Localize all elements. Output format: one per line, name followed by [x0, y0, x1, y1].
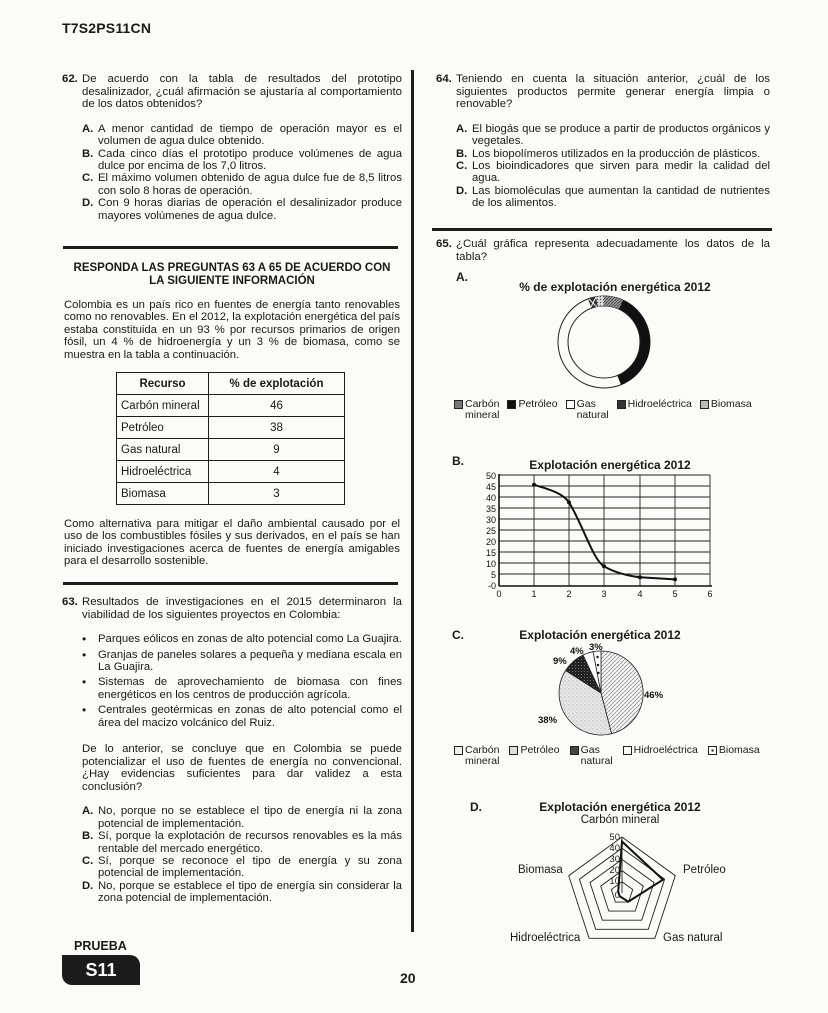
section-heading: RESPONDA LAS PREGUNTAS 63 A 65 DE ACUERDO CON LA SIGUIENTE INFORMACIÓN — [73, 262, 391, 287]
chart-a-title: % de explotación energética 2012 — [519, 280, 711, 294]
table-row: Gas natural 9 — [117, 439, 345, 461]
question-number: 64. — [436, 73, 452, 85]
svg-text:25: 25 — [485, 526, 496, 536]
section-divider — [63, 246, 398, 249]
chart-option-d-letter[interactable]: D. — [470, 800, 482, 814]
option-b[interactable]: B. Cada cinco días el prototipo produce volúmenes de agua dulce por encima de los 7,0 litros. — [82, 147, 402, 172]
svg-text:10: 10 — [485, 559, 496, 569]
chart-b-line — [478, 470, 718, 600]
svg-text:2: 2 — [566, 589, 572, 599]
question-number: 65. — [436, 238, 452, 250]
slice-label: 38% — [538, 715, 558, 726]
section-divider — [63, 582, 398, 585]
svg-text:6: 6 — [707, 589, 713, 599]
svg-text:5: 5 — [672, 589, 678, 599]
table-row: Hidroeléctrica 4 — [117, 461, 345, 483]
option-d[interactable]: D. Con 9 horas diarias de operación el desalinizador produce mayores volúmenes de agua dulce. — [82, 197, 402, 222]
closing-paragraph: Como alternativa para mitigar el daño ambiental causado por el uso de los combustibles fósiles y sus derivados, en el país se han iniciado investigaciones acerca de fuentes de energía amigables para el desarrollo sostenible. — [64, 518, 400, 568]
swatch-icon — [700, 400, 709, 409]
svg-text:1: 1 — [531, 589, 537, 599]
question-64 — [436, 73, 770, 210]
svg-text:50: 50 — [609, 832, 620, 843]
swatch-icon — [623, 746, 632, 755]
chart-c-legend — [454, 745, 774, 767]
option-d[interactable]: D. Las biomoléculas que aumentan la cantidad de nutrientes de los alimentos. — [456, 184, 770, 210]
legend-item-hidro: Hidroeléctrica — [623, 745, 698, 767]
legend-item-biomasa: Biomasa — [708, 745, 760, 767]
list-item: • Sistemas de aprovechamiento de biomasa con fines energéticos en los centros de producción agrícola. — [82, 676, 402, 701]
svg-text:30: 30 — [609, 854, 620, 865]
project-list — [62, 633, 402, 729]
legend-item-petroleo: Petróleo — [507, 399, 557, 421]
swatch-icon — [617, 400, 626, 409]
chart-c-pie — [520, 640, 680, 750]
question-63 — [62, 596, 402, 905]
svg-text:5: 5 — [490, 570, 496, 580]
radar-axis-label: Gas natural — [663, 932, 723, 944]
table-header-row — [117, 373, 345, 395]
intro-paragraph: Colombia es un país rico en fuentes de energía tanto renovables como no renovables. En el 2012, la explotación energética del país estaba constituida en un 93 % por recursos primarios de origen fósil, un 4 % de hidroenergía y un 3 % de biomasa, como se muestra en la tabla a continuación. — [64, 299, 400, 361]
footer-label: PRUEBA — [74, 939, 127, 953]
legend-item-gas: Gas natural — [566, 399, 609, 421]
slice-label: 3% — [589, 642, 603, 653]
chart-option-c-letter[interactable]: C. — [452, 628, 464, 642]
svg-text:20: 20 — [609, 865, 620, 876]
column-header: % de explotación — [209, 373, 345, 395]
slice-label: 4% — [570, 646, 584, 657]
test-badge: S11 — [62, 955, 140, 985]
legend-item-carbon: Carbón mineral — [454, 745, 499, 767]
svg-text:20: 20 — [485, 537, 496, 547]
column-divider — [411, 70, 414, 932]
chart-d-title: Explotación energética 2012 — [539, 800, 701, 814]
swatch-icon — [507, 400, 516, 409]
swatch-icon — [708, 746, 717, 755]
svg-text:-0: -0 — [487, 581, 496, 591]
svg-text:30: 30 — [485, 515, 496, 525]
option-c[interactable]: C. Sí, porque se reconoce el tipo de energía y su zona potencial de implementación. — [82, 855, 402, 880]
answer-options — [62, 805, 402, 904]
exam-code: T7S2PS11CN — [62, 20, 152, 36]
legend-item-biomasa: Biomasa — [700, 399, 752, 421]
swatch-icon — [454, 400, 463, 409]
legend-item-petroleo: Petróleo — [509, 745, 559, 767]
list-item: • Parques eólicos en zonas de alto potencial como La Guajira. — [82, 633, 402, 645]
chart-option-b-letter[interactable]: B. — [452, 454, 464, 468]
answer-options — [62, 123, 402, 222]
swatch-icon — [566, 400, 575, 409]
option-a[interactable]: A. A menor cantidad de tiempo de operación mayor es el volumen de agua dulce obtenido. — [82, 122, 402, 148]
list-item: • Centrales geotérmicas en zonas de alto potencial como el área del macizo volcánico del Ruiz. — [82, 704, 402, 729]
swatch-icon — [570, 746, 579, 755]
section-divider — [432, 228, 772, 231]
chart-option-a-letter[interactable]: A. — [456, 270, 468, 284]
info-block — [64, 262, 400, 361]
page-number: 20 — [400, 970, 416, 986]
option-c[interactable]: C. El máximo volumen obtenido de agua dulce fue de 8,5 litros con solo 8 horas de operación. — [82, 172, 402, 197]
column-header: Recurso — [117, 373, 209, 395]
legend-item-carbon: Carbón mineral — [454, 399, 499, 421]
radar-axis-label: Petróleo — [683, 864, 726, 876]
option-b[interactable]: B. Sí, porque la explotación de recursos renovables es la más rentable del mercado energético. — [82, 830, 402, 855]
svg-text:0: 0 — [496, 589, 502, 599]
radar-axis-label: Biomasa — [518, 864, 563, 876]
swatch-icon — [509, 746, 518, 755]
svg-text:0: 0 — [614, 890, 620, 901]
radar-axis-label: Carbón mineral — [580, 814, 660, 826]
question-stem: ¿Cuál gráfica representa adecuadamente los datos de la tabla? — [456, 238, 770, 263]
svg-text:40: 40 — [609, 843, 620, 854]
table-row: Biomasa 3 — [117, 483, 345, 505]
option-c[interactable]: C. Los bioindicadores que sirven para medir la calidad del agua. — [456, 160, 770, 185]
svg-text:4: 4 — [637, 589, 643, 599]
chart-a-legend — [454, 399, 774, 421]
conclusion-text: De lo anterior, se concluye que en Colombia se puede potencializar el uso de fuentes de energía no convencional. ¿Hay evidencias suficientes para dar validez a esta conclusión? — [82, 743, 402, 793]
question-stem: De acuerdo con la tabla de resultados del prototipo desalinizador, ¿cuál afirmación se ajustaría al comportamiento de los datos obtenidos? — [82, 73, 402, 111]
question-65 — [436, 238, 770, 263]
legend-item-gas: Gas natural — [570, 745, 613, 767]
svg-text:45: 45 — [485, 482, 496, 492]
radar-axis-label: Hidroeléctrica — [510, 932, 581, 944]
option-a[interactable]: A. El biogás que se produce a partir de productos orgánicos y vegetales. — [456, 122, 770, 148]
svg-text:3: 3 — [601, 589, 607, 599]
svg-text:50: 50 — [485, 471, 496, 481]
swatch-icon — [454, 746, 463, 755]
legend-item-hidro: Hidroeléctrica — [617, 399, 692, 421]
chart-c-title: Explotación energética 2012 — [519, 628, 681, 642]
svg-text:40: 40 — [485, 493, 496, 503]
question-62 — [62, 73, 402, 222]
question-number: 63. — [62, 596, 78, 608]
chart-d-radar — [560, 826, 690, 946]
option-b[interactable]: B. Los biopolímeros utilizados en la producción de plásticos. — [456, 147, 761, 160]
svg-text:10: 10 — [609, 876, 620, 887]
question-stem: Teniendo en cuenta la situación anterior, ¿cuál de los siguientes productos permite generar energía limpia o renovable? — [456, 73, 770, 111]
slice-label: 9% — [553, 656, 567, 667]
table-row: Carbón mineral 46 — [117, 395, 345, 417]
option-d[interactable]: D. No, porque se establece el tipo de energía sin considerar la zona potencial de implementación. — [82, 879, 402, 905]
svg-text:15: 15 — [485, 548, 496, 558]
question-number: 62. — [62, 73, 78, 85]
svg-text:35: 35 — [485, 504, 496, 514]
slice-label: 46% — [644, 690, 664, 701]
answer-options — [436, 123, 770, 210]
table-row: Petróleo 38 — [117, 417, 345, 439]
option-a[interactable]: A. No, porque no se establece el tipo de energía ni la zona potencial de implementación. — [82, 805, 402, 830]
question-stem: Resultados de investigaciones en el 2015 determinaron la viabilidad de los siguientes proyectos en Colombia: — [82, 596, 402, 621]
chart-a-donut — [548, 292, 660, 392]
resource-table — [116, 372, 345, 505]
chart-b-title: Explotación energética 2012 — [529, 458, 691, 472]
list-item: • Granjas de paneles solares a pequeña y mediana escala en La Guajira. — [82, 649, 402, 674]
